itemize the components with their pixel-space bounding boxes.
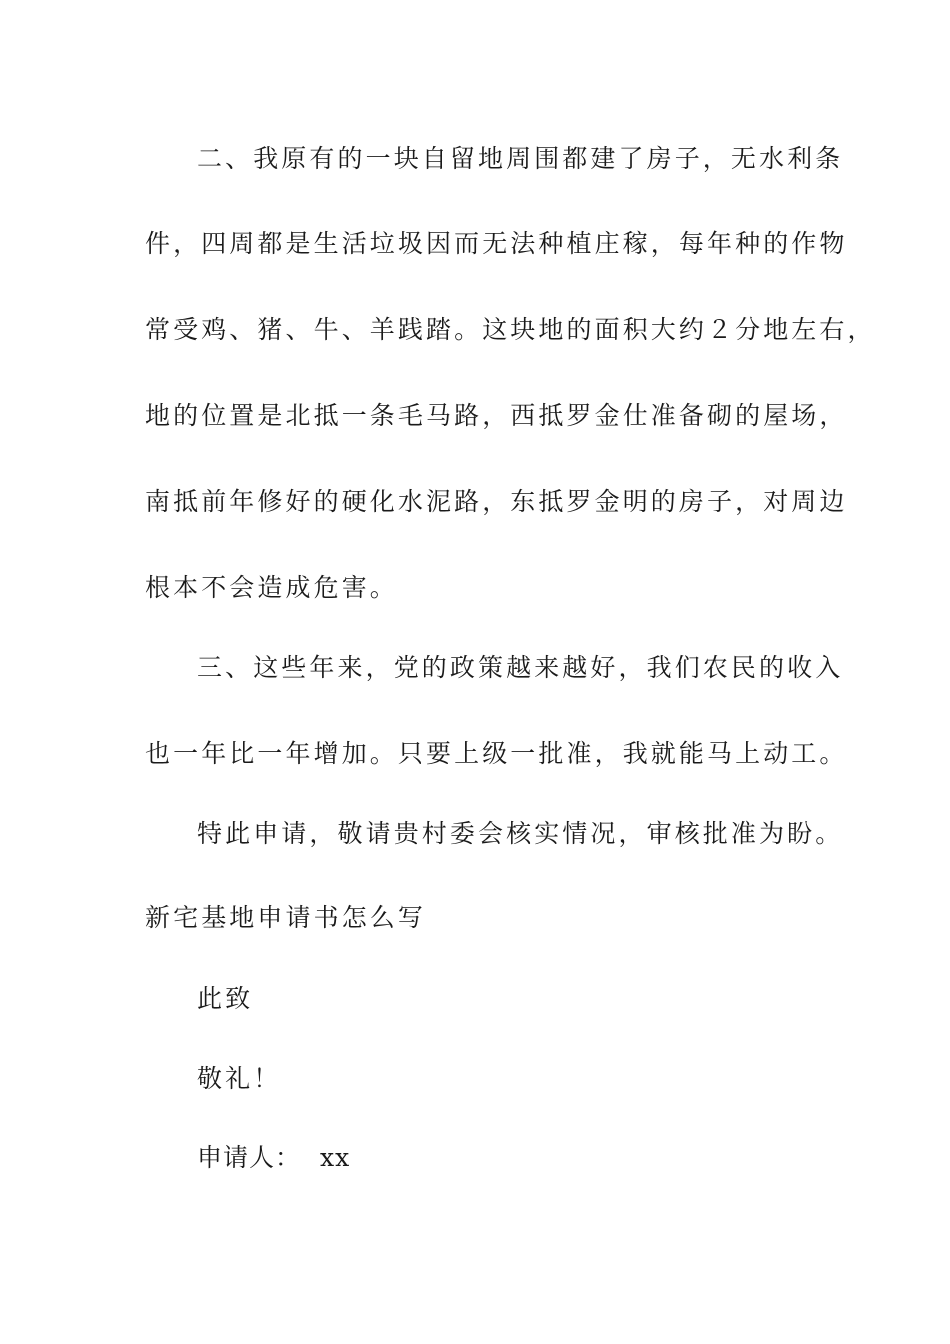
- paragraph-3-line-1: 三、这些年来，党的政策越来越好，我们农民的收入: [197, 653, 844, 682]
- paragraph-2-line-6: 根本不会造成危害。: [145, 573, 398, 602]
- paragraph-2-line-4: 地的位置是北抵一条毛马路，西抵罗金仕准备砌的屋场，: [145, 401, 848, 430]
- applicant-name: xx: [319, 1143, 351, 1172]
- applicant-signature: [197, 1142, 877, 1174]
- paragraph-2-line-5: 南抵前年修好的硬化水泥路，东抵罗金明的房子，对周边: [145, 487, 848, 516]
- applicant-label: 申请人：: [197, 1143, 302, 1172]
- salutation: 此致: [197, 984, 254, 1013]
- paragraph-2-line-1: 二、我原有的一块自留地周围都建了房子，无水利条: [197, 144, 844, 173]
- regards: 敬礼！: [197, 1064, 282, 1093]
- paragraph-2-line-3: 常受鸡、猪、牛、羊践踏。这块地的面积大约２分地左右，: [145, 315, 876, 344]
- paragraph-3-line-2: 也一年比一年增加。只要上级一批准，我就能马上动工。: [145, 739, 848, 768]
- paragraph-2-line-2: 件，四周都是生活垃圾因而无法种植庄稼，每年种的作物: [145, 229, 848, 258]
- closing-request: 特此申请，敬请贵村委会核实情况，审核批准为盼。: [197, 819, 844, 848]
- document-heading: 新宅基地申请书怎么写: [145, 903, 427, 932]
